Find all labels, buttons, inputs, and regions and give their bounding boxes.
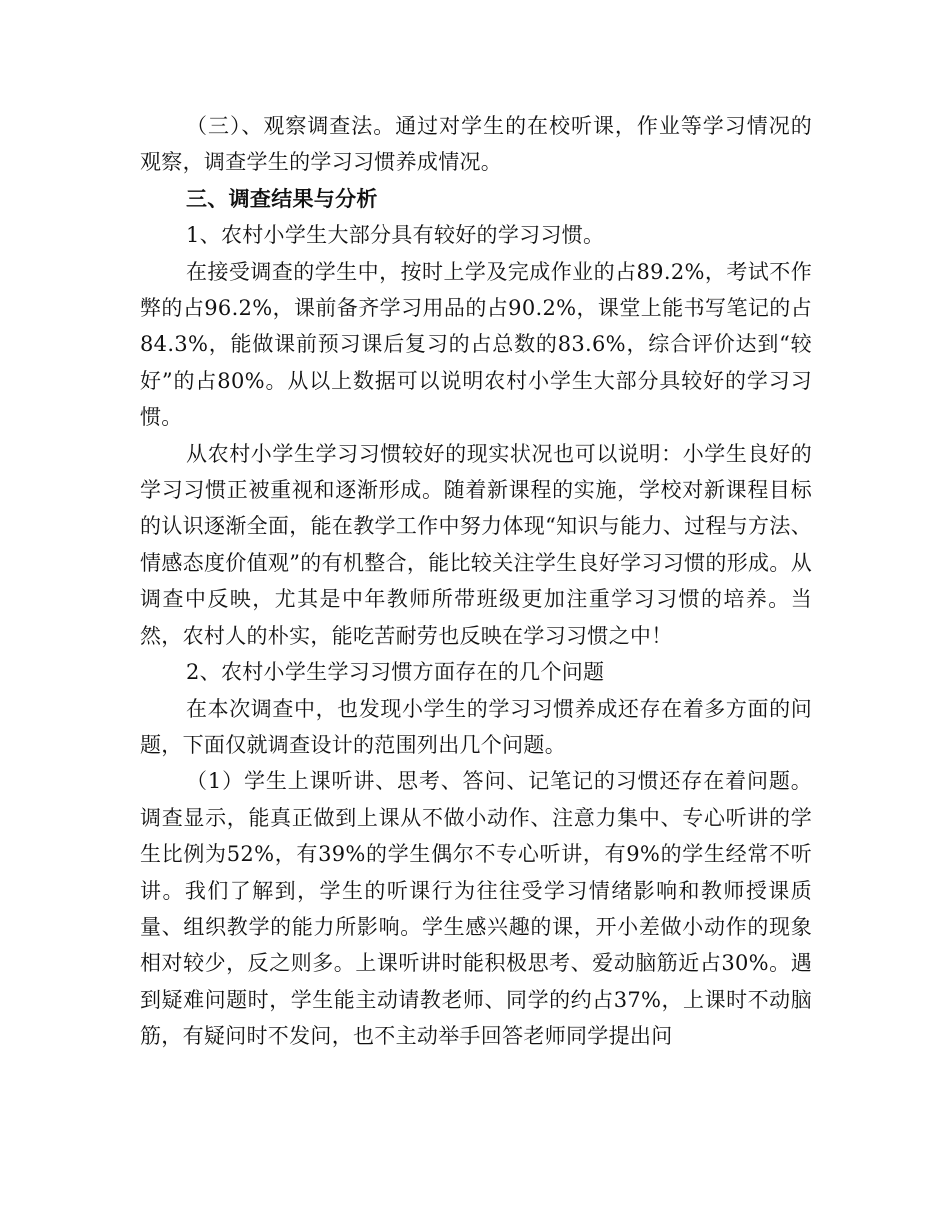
subheading-good-habits: 1、农村小学生大部分具有较好的学习习惯。 bbox=[186, 223, 605, 248]
subheading-problems: 2、农村小学生学习习惯方面存在的几个问题 bbox=[186, 660, 605, 685]
paragraph-method-observation: （三）、观察调查法。通过对学生的在校听课，作业等学习情况的观察，调查学生的学习习惯养成情况。 bbox=[140, 114, 812, 175]
paragraph-problems-intro: 在本次调查中，也发现小学生的学习习惯养成还存在着多方面的问题，下面仅就调查设计的范围列出几个问题。 bbox=[140, 696, 812, 757]
paragraph-survey-statistics: 在接受调查的学生中，按时上学及完成作业的占89.2%，考试不作弊的占96.2%，课前备齐学习用品的占90.2%，课堂上能书写笔记的占84.3%，能做课前预习课后复习的占总数的83.6%，综合评价达到“较好”的占80%。从以上数据可以说明农村小学生大部分具较好的学习习惯。 bbox=[140, 259, 812, 430]
section-heading-results: 三、调查结果与分析 bbox=[186, 186, 378, 211]
paragraph-listening-habits: （1）学生上课听讲、思考、答问、记笔记的习惯还存在着问题。调查显示，能真正做到上课从不做小动作、注意力集中、专心听讲的学生比例为52%，有39%的学生偶尔不专心听讲，有9%的学生经常不听讲。我们了解到，学生的听课行为往往受学习情绪影响和教师授课质量、组织教学的能力所影响。学生感兴趣的课，开小差做小动作的现象相对较少，反之则多。上课听讲时能积极思考、爱动脑筋近占30%。遇到疑难问题时，学生能主动请教老师、同学的约占37%，上课时不动脑筋，有疑问时不发问，也不主动举手回答老师同学提出问 bbox=[140, 769, 812, 1049]
paragraph-habit-formation: 从农村小学生学习习惯较好的现实状况也可以说明：小学生良好的学习习惯正被重视和逐渐形成。随着新课程的实施，学校对新课程目标的认识逐渐全面，能在教学工作中努力体现“知识与能力、过程与方法、情感态度价值观”的有机整合，能比较关注学生良好学习习惯的形成。从调查中反映，尤其是中年教师所带班级更加注重学习习惯的培养。当然，农村人的朴实，能吃苦耐劳也反映在学习习惯之中！ bbox=[140, 441, 812, 648]
document-body bbox=[140, 108, 812, 1055]
